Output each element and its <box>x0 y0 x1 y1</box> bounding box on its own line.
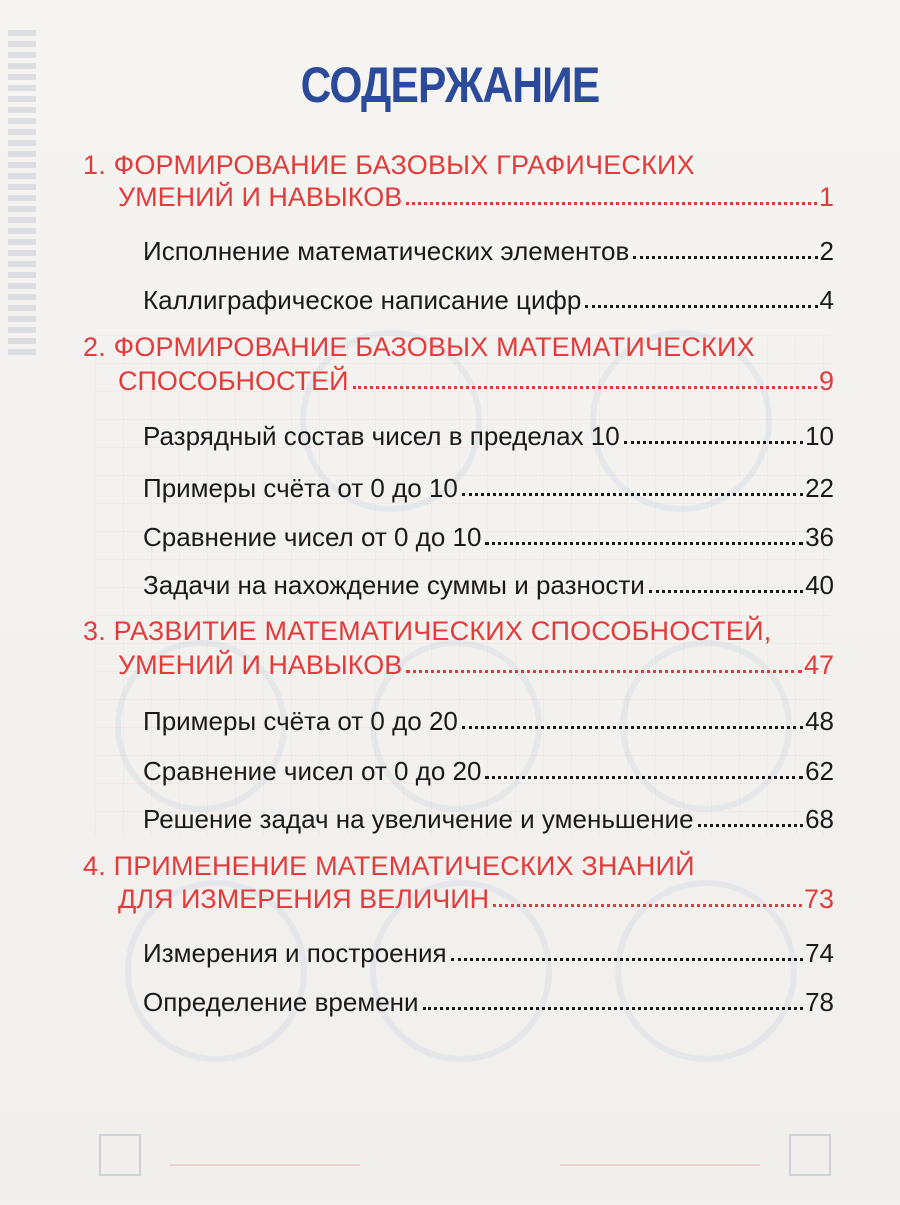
toc-entry-label: Сравнение чисел от 0 до 10 <box>143 522 482 552</box>
dot-leader <box>649 589 803 593</box>
page-number: 1 <box>818 182 834 212</box>
section-heading-line2: УМЕНИЙ И НАВЫКОВ <box>118 650 403 680</box>
page-number: 78 <box>805 987 834 1017</box>
section-entry[interactable] <box>118 182 834 212</box>
dot-leader <box>585 304 817 308</box>
page-title: СОДЕРЖАНИЕ <box>300 57 600 113</box>
page-number: 74 <box>805 938 834 968</box>
section-heading-line2: УМЕНИЙ И НАВЫКОВ <box>118 182 403 212</box>
dot-leader <box>353 385 817 389</box>
page-number: 22 <box>805 473 834 503</box>
toc-entry-label: Определение времени <box>143 987 419 1017</box>
section-entry[interactable] <box>118 650 834 680</box>
section-heading <box>83 326 843 368</box>
toc-entry-label: Сравнение чисел от 0 до 20 <box>143 756 482 786</box>
dot-leader <box>485 775 803 779</box>
dot-leader <box>451 957 803 961</box>
section-heading <box>83 845 773 887</box>
toc-entry-label: Разрядный состав чисел в пределах 10 <box>143 421 620 451</box>
page-number: 62 <box>805 756 834 786</box>
toc-entry-label: Примеры счёта от 0 до 10 <box>143 473 458 503</box>
page-number: 36 <box>805 522 834 552</box>
toc-entry-label: Решение задач на увеличение и уменьшение <box>143 804 694 834</box>
dot-leader <box>406 201 817 205</box>
toc-entry-label: Каллиграфическое написание цифр <box>143 285 582 315</box>
dot-leader <box>423 1006 804 1010</box>
toc-entry[interactable] <box>143 938 834 968</box>
toc-entry[interactable] <box>143 987 834 1017</box>
page-number: 48 <box>805 706 834 736</box>
page-number: 40 <box>805 570 834 600</box>
toc-entry[interactable] <box>143 756 834 786</box>
page-number: 4 <box>819 285 834 315</box>
toc-entry[interactable] <box>143 473 834 503</box>
toc-entry[interactable] <box>143 706 834 736</box>
toc-entry-label: Задачи на нахождение суммы и разности <box>143 570 645 600</box>
section-heading <box>83 610 843 652</box>
section-heading-line1: 1. ФОРМИРОВАНИЕ БАЗОВЫХ ГРАФИЧЕСКИХ <box>83 150 695 180</box>
dot-leader <box>485 541 803 545</box>
section-heading-line1: 3. РАЗВИТИЕ МАТЕМАТИЧЕСКИХ СПОСОБНОСТЕЙ, <box>83 616 772 646</box>
dot-leader <box>462 725 803 729</box>
page-number: 73 <box>803 884 834 914</box>
dot-leader <box>624 440 803 444</box>
section-heading-line2: ДЛЯ ИЗМЕРЕНИЯ ВЕЛИЧИН <box>118 884 490 914</box>
toc-entry[interactable] <box>143 570 834 600</box>
section-heading <box>83 144 773 186</box>
section-heading-line1: 2. ФОРМИРОВАНИЕ БАЗОВЫХ МАТЕМАТИЧЕСКИХ <box>83 332 755 362</box>
page-number: 47 <box>803 650 834 680</box>
section-entry[interactable] <box>118 366 834 396</box>
dot-leader <box>493 903 802 907</box>
section-heading-line1: 4. ПРИМЕНЕНИЕ МАТЕМАТИЧЕСКИХ ЗНАНИЙ <box>83 851 695 881</box>
toc-entry-label: Исполнение математических элементов <box>143 236 630 266</box>
section-heading-line2: СПОСОБНОСТЕЙ <box>118 366 349 396</box>
dot-leader <box>462 492 803 496</box>
toc-entry-label: Измерения и построения <box>143 938 447 968</box>
dot-leader <box>633 255 817 259</box>
dot-leader <box>698 823 804 827</box>
page-number: 10 <box>805 421 834 451</box>
toc-entry-label: Примеры счёта от 0 до 20 <box>143 706 458 736</box>
toc-entry[interactable] <box>143 804 834 834</box>
dot-leader <box>406 669 802 673</box>
section-entry[interactable] <box>118 884 834 914</box>
toc-entry[interactable] <box>143 236 834 266</box>
page-number: 68 <box>805 804 834 834</box>
toc-entry[interactable] <box>143 285 834 315</box>
toc-entry[interactable] <box>143 522 834 552</box>
page-number: 2 <box>819 236 834 266</box>
page-number: 9 <box>818 366 834 396</box>
toc-entry[interactable] <box>143 421 834 451</box>
